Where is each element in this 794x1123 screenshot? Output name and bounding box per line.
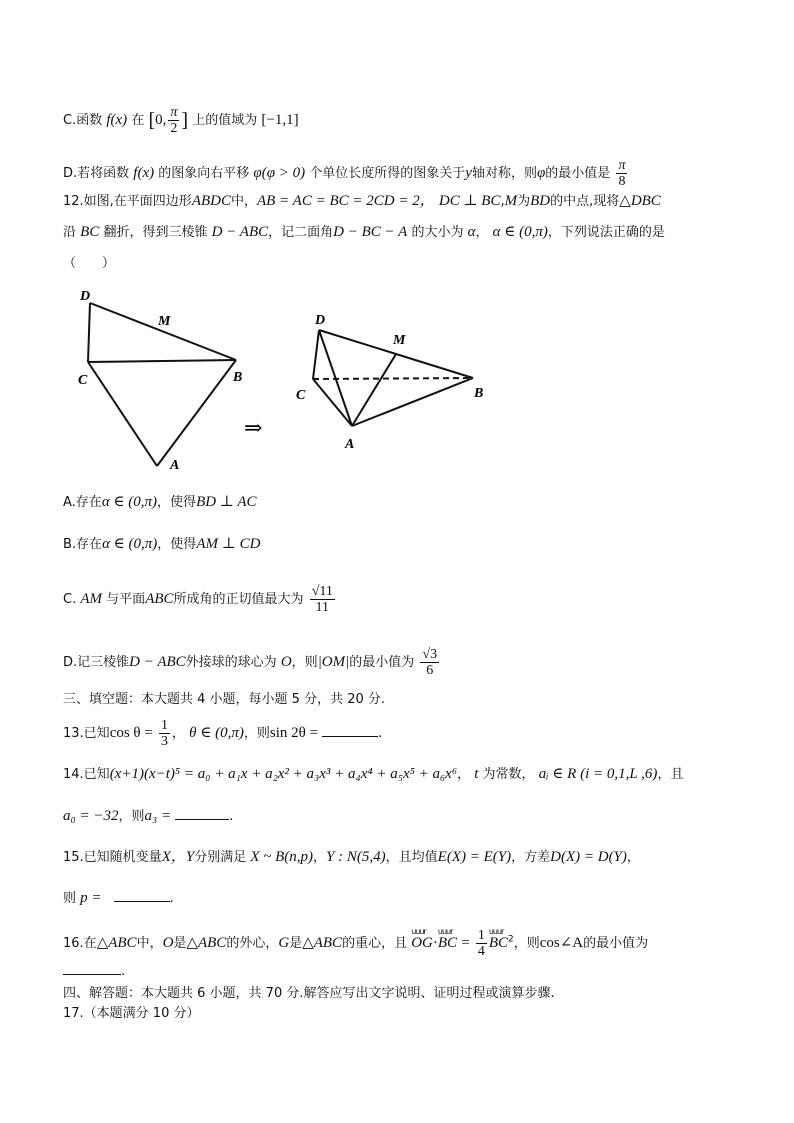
label-right-B: B [474, 386, 484, 401]
edge-CA [88, 362, 157, 466]
fraction: $\frac{1}{3}$ [160, 718, 168, 749]
edge-CA [313, 379, 352, 426]
q11-option-d: D.若将函数 f(x) 的图象向右平移 φ(φ > 0) 个单位长度所得的图象关于y轴对称，则φ的最小值是 $\frac{\pi}{8}$ [63, 158, 626, 189]
edge-CB [88, 360, 236, 362]
q12-line2: 沿 BC 翻折，得到三棱锥 D − ABC，记二面角D − BC − A 的大小为 α， α ∈ (0,π)，下列说法正确的是 [63, 224, 665, 240]
q12-option-c: C. AM 与平面ABC所成角的正切值最大为 $\frac{√11}{11}$ [63, 584, 333, 615]
q16-answer: . [63, 962, 125, 982]
q11-option-c: C.函数 f(x) 在 [0, $\frac{\pi}{2}$ ] 上的值域为 [−1,1] [63, 105, 299, 136]
edge-DC [313, 330, 319, 379]
q12-answer-paren: （ ） [63, 256, 116, 271]
q12-figure [60, 280, 530, 480]
edge-CB-hidden [313, 378, 473, 379]
answer-blank[interactable] [322, 724, 378, 737]
q12-line1: 12.如图,在平面四边形ABDC中，AB = AC = BC = 2CD = 2， DC ⊥ BC,M为BD的中点,现将△DBC [63, 193, 661, 209]
fraction: $\frac{\pi}{2}$ [170, 105, 178, 136]
label-left-C: C [78, 373, 88, 388]
label-left-B: B [233, 370, 243, 385]
q14-line2: a₀ = −32，则a₃ = . [63, 808, 234, 824]
answer-blank[interactable] [114, 889, 170, 902]
edge-DC [88, 303, 90, 362]
edge-AB [352, 378, 473, 426]
answer-blank[interactable] [63, 962, 121, 975]
vector-BC: uuur BC [437, 927, 458, 951]
q15-line2: 则 p = . [63, 890, 174, 906]
q13: 13.已知cos θ = $\frac{1}{3}$ ， θ ∈ (0,π)，则sin 2θ = . [63, 718, 383, 749]
fraction: $\frac{1}{4}$ [477, 928, 485, 959]
q12-option-d: D.记三棱锥D − ABC外接球的球心为 O，则|OM|的最小值为 $\frac{√3}{6}$ [63, 647, 438, 678]
vector-BC-squared: uuur BC [488, 927, 508, 951]
q12-option-b: B.存在α ∈ (0,π)，使得AM ⊥ CD [63, 536, 261, 552]
q15-line1: 15.已知随机变量X，Y分别满足 X ~ B(n,p)，Y : N(5,4)，且均值E(X) = E(Y)，方差D(X) = D(Y)， [63, 849, 640, 865]
label-left-M: M [158, 314, 171, 329]
q17-heading: 17.（本题满分 10 分） [63, 1006, 200, 1021]
label-left-A: A [170, 458, 180, 473]
vector-OG: uuur OG [411, 927, 433, 951]
q16: 16.在△ABC中，O是△ABC的外心，G是△ABC的重心，且 uuur OG· uuur BC = $\frac{1}{4}$ uuur $BC^2$，则cos∠A的最小值为 [63, 927, 649, 959]
section-3-heading: 三、填空题：本大题共 4 小题，每小题 5 分，共 20 分. [63, 692, 386, 707]
section-4-heading: 四、解答题：本大题共 6 小题，共 70 分.解答应写出文字说明、证明过程或演算步骤. [63, 986, 555, 1001]
label-right-M: M [393, 333, 406, 348]
arrow-implies: ⇒ [244, 415, 263, 440]
answer-blank[interactable] [175, 807, 229, 820]
fraction: $\frac{√3}{6}$ [422, 647, 438, 678]
fraction: $\frac{\pi}{8}$ [618, 158, 626, 189]
edge-DB [90, 303, 236, 360]
label-right-D: D [315, 313, 326, 328]
fraction: $\frac{√11}{11}$ [311, 584, 333, 615]
label-left-D: D [80, 289, 91, 304]
edge-BA [157, 360, 236, 466]
segment-AM [352, 354, 396, 426]
label-right-A: A [345, 437, 355, 452]
label-right-C: C [296, 388, 306, 403]
q14-line1: 14.已知(x+1)(x−t)⁵ = a₀ + a₁x + a₂x² + a₃x³ + a₄x⁴ + a₅x⁵ + a₆x⁶， t 为常数， aᵢ ∈ R (i = 0,1,L ,6)，且 [63, 766, 684, 782]
q12-option-a: A.存在α ∈ (0,π)，使得BD ⊥ AC [63, 494, 257, 510]
